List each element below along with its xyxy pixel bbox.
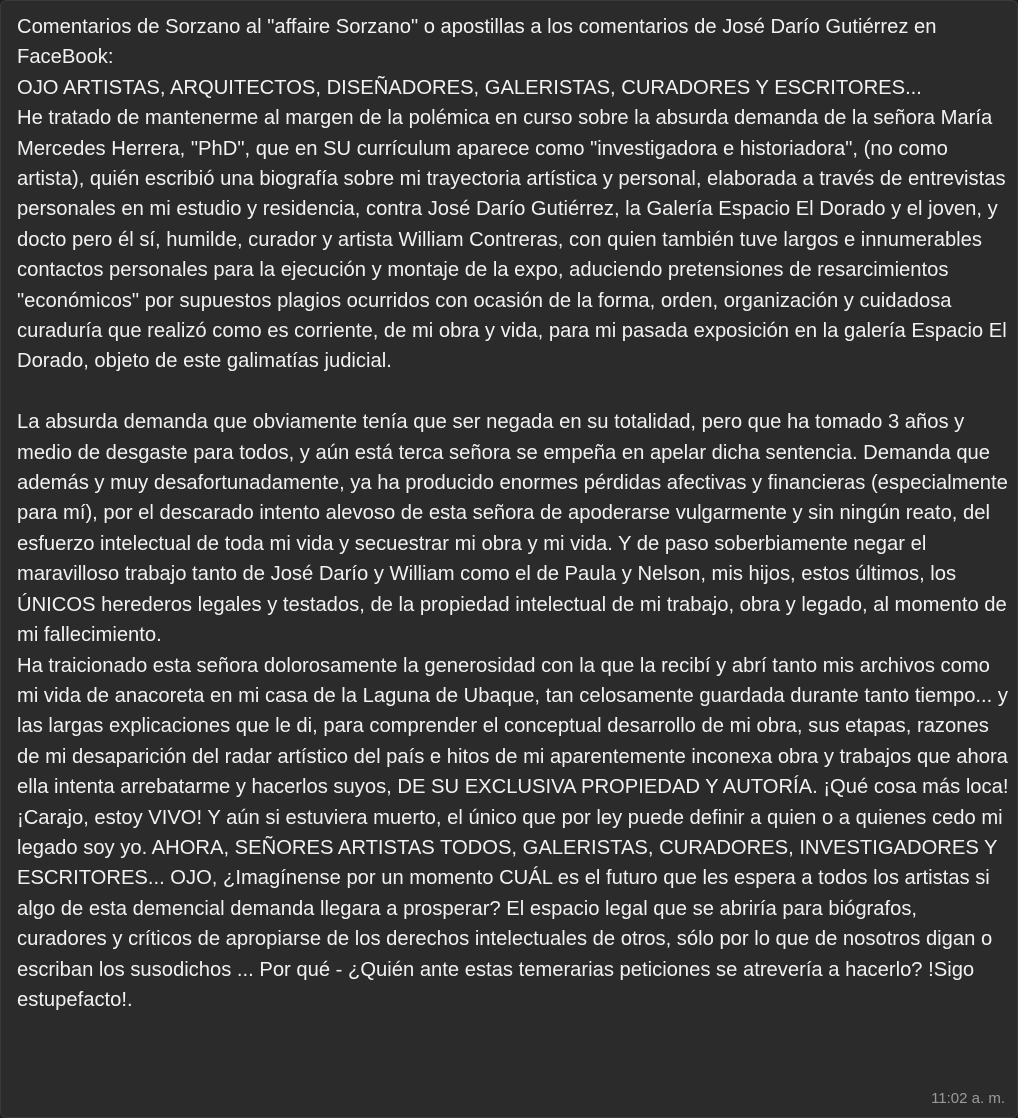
message-paragraph-2: La absurda demanda que obviamente tenía que ser negada en su totalidad, pero que ha tomado 3 años y medio de desgaste para todos, y aún está terca señora se empeña en apelar dicha sentencia. Demanda que además y muy desafortunadamente, ya ha producido enormes pérdidas afectivas y financieras (especialmente para mí), por el descarado intento alevoso de esta señora de apoderarse vulgarmente y sin ningún reato, del esfuerzo intelectual de toda mi vida y secuestrar mi obra y mi vida. Y de paso soberbiamente negar el maravilloso trabajo tanto de José Darío y William como el de Paula y Nelson, mis hijos, estos últimos, los ÚNICOS herederos legales y testados, de la propiedad intelectual de mi trabajo, obra y legado, al momento de mi fallecimiento. xyxy=(17,411,1008,647)
message-timestamp: 11:02 a. m. xyxy=(931,1090,1005,1107)
message-alert-line: OJO ARTISTAS, ARQUITECTOS, DISEÑADORES, GALERISTAS, CURADORES Y ESCRITORES... xyxy=(17,76,922,99)
paragraph-spacer xyxy=(17,377,1009,407)
message-paragraph-3: Ha traicionado esta señora dolorosamente la generosidad con la que la recibí y abrí tanto mis archivos como mi vida de anacoreta en mi casa de la Laguna de Ubaque, tan celosamente guardada durante tanto tiempo... y las largas explicaciones que le di, para comprender el conceptual desarrollo de mi obra, sus etapas, razones de mi desaparición del radar artístico del país e hitos de mi aparentemente inconexa obra y trabajos que ahora ella intenta arrebatarme y hacerlos suyos, DE SU EXCLUSIVA PROPIEDAD Y AUTORÍA. ¡Qué cosa más loca! ¡Carajo, estoy VIVO! Y aún si estuviera muerto, el único que por ley puede definir a quien o a quienes cedo mi legado soy yo. AHORA, SEÑORES ARTISTAS TODOS, GALERISTAS, CURADORES, INVESTIGADORES Y ESCRITORES... OJO, ¿Imagínense por un momento CUÁL es el futuro que les espera a todos los artistas si algo de esta demencial demanda llegara a prosperar? El espacio legal que se abriría para biógrafos, curadores y críticos de apropiarse de los derechos intelectuales de otros, sólo por lo que de nosotros digan o escriban los susodichos ... Por qué - ¿Quién ante estas temerarias peticiones se atrevería a hacerlo? !Sigo estupefacto!. xyxy=(17,654,1009,1011)
message-paragraph-1: He tratado de mantenerme al margen de la polémica en curso sobre la absurda demanda de la señora María Mercedes Herrera, "PhD", que en SU currículum aparece como "investigadora e historiadora", (no como artista), quién escribió una biografía sobre mi trayectoria artística y personal, elaborada a través de entrevistas personales en mi estudio y residencia, contra José Darío Gutiérrez, la Galería Espacio El Dorado y el joven, y docto pero él sí, humilde, curador y artista William Contreras, con quien también tuve largos e innumerables contactos personales para la ejecución y montaje de la expo, aduciendo pretensiones de resarcimientos "económicos" por supuestos plagios ocurridos con ocasión de la forma, orden, organización y cuidadosa curaduría que realizó como es corriente, de mi obra y vida, para mi pasada exposición en la galería Espacio El Dorado, objeto de este galimatías judicial. xyxy=(17,107,1007,373)
message-heading: Comentarios de Sorzano al "affaire Sorzano" o apostillas a los comentarios de José Darío Gutiérrez en FaceBook: xyxy=(17,16,937,69)
